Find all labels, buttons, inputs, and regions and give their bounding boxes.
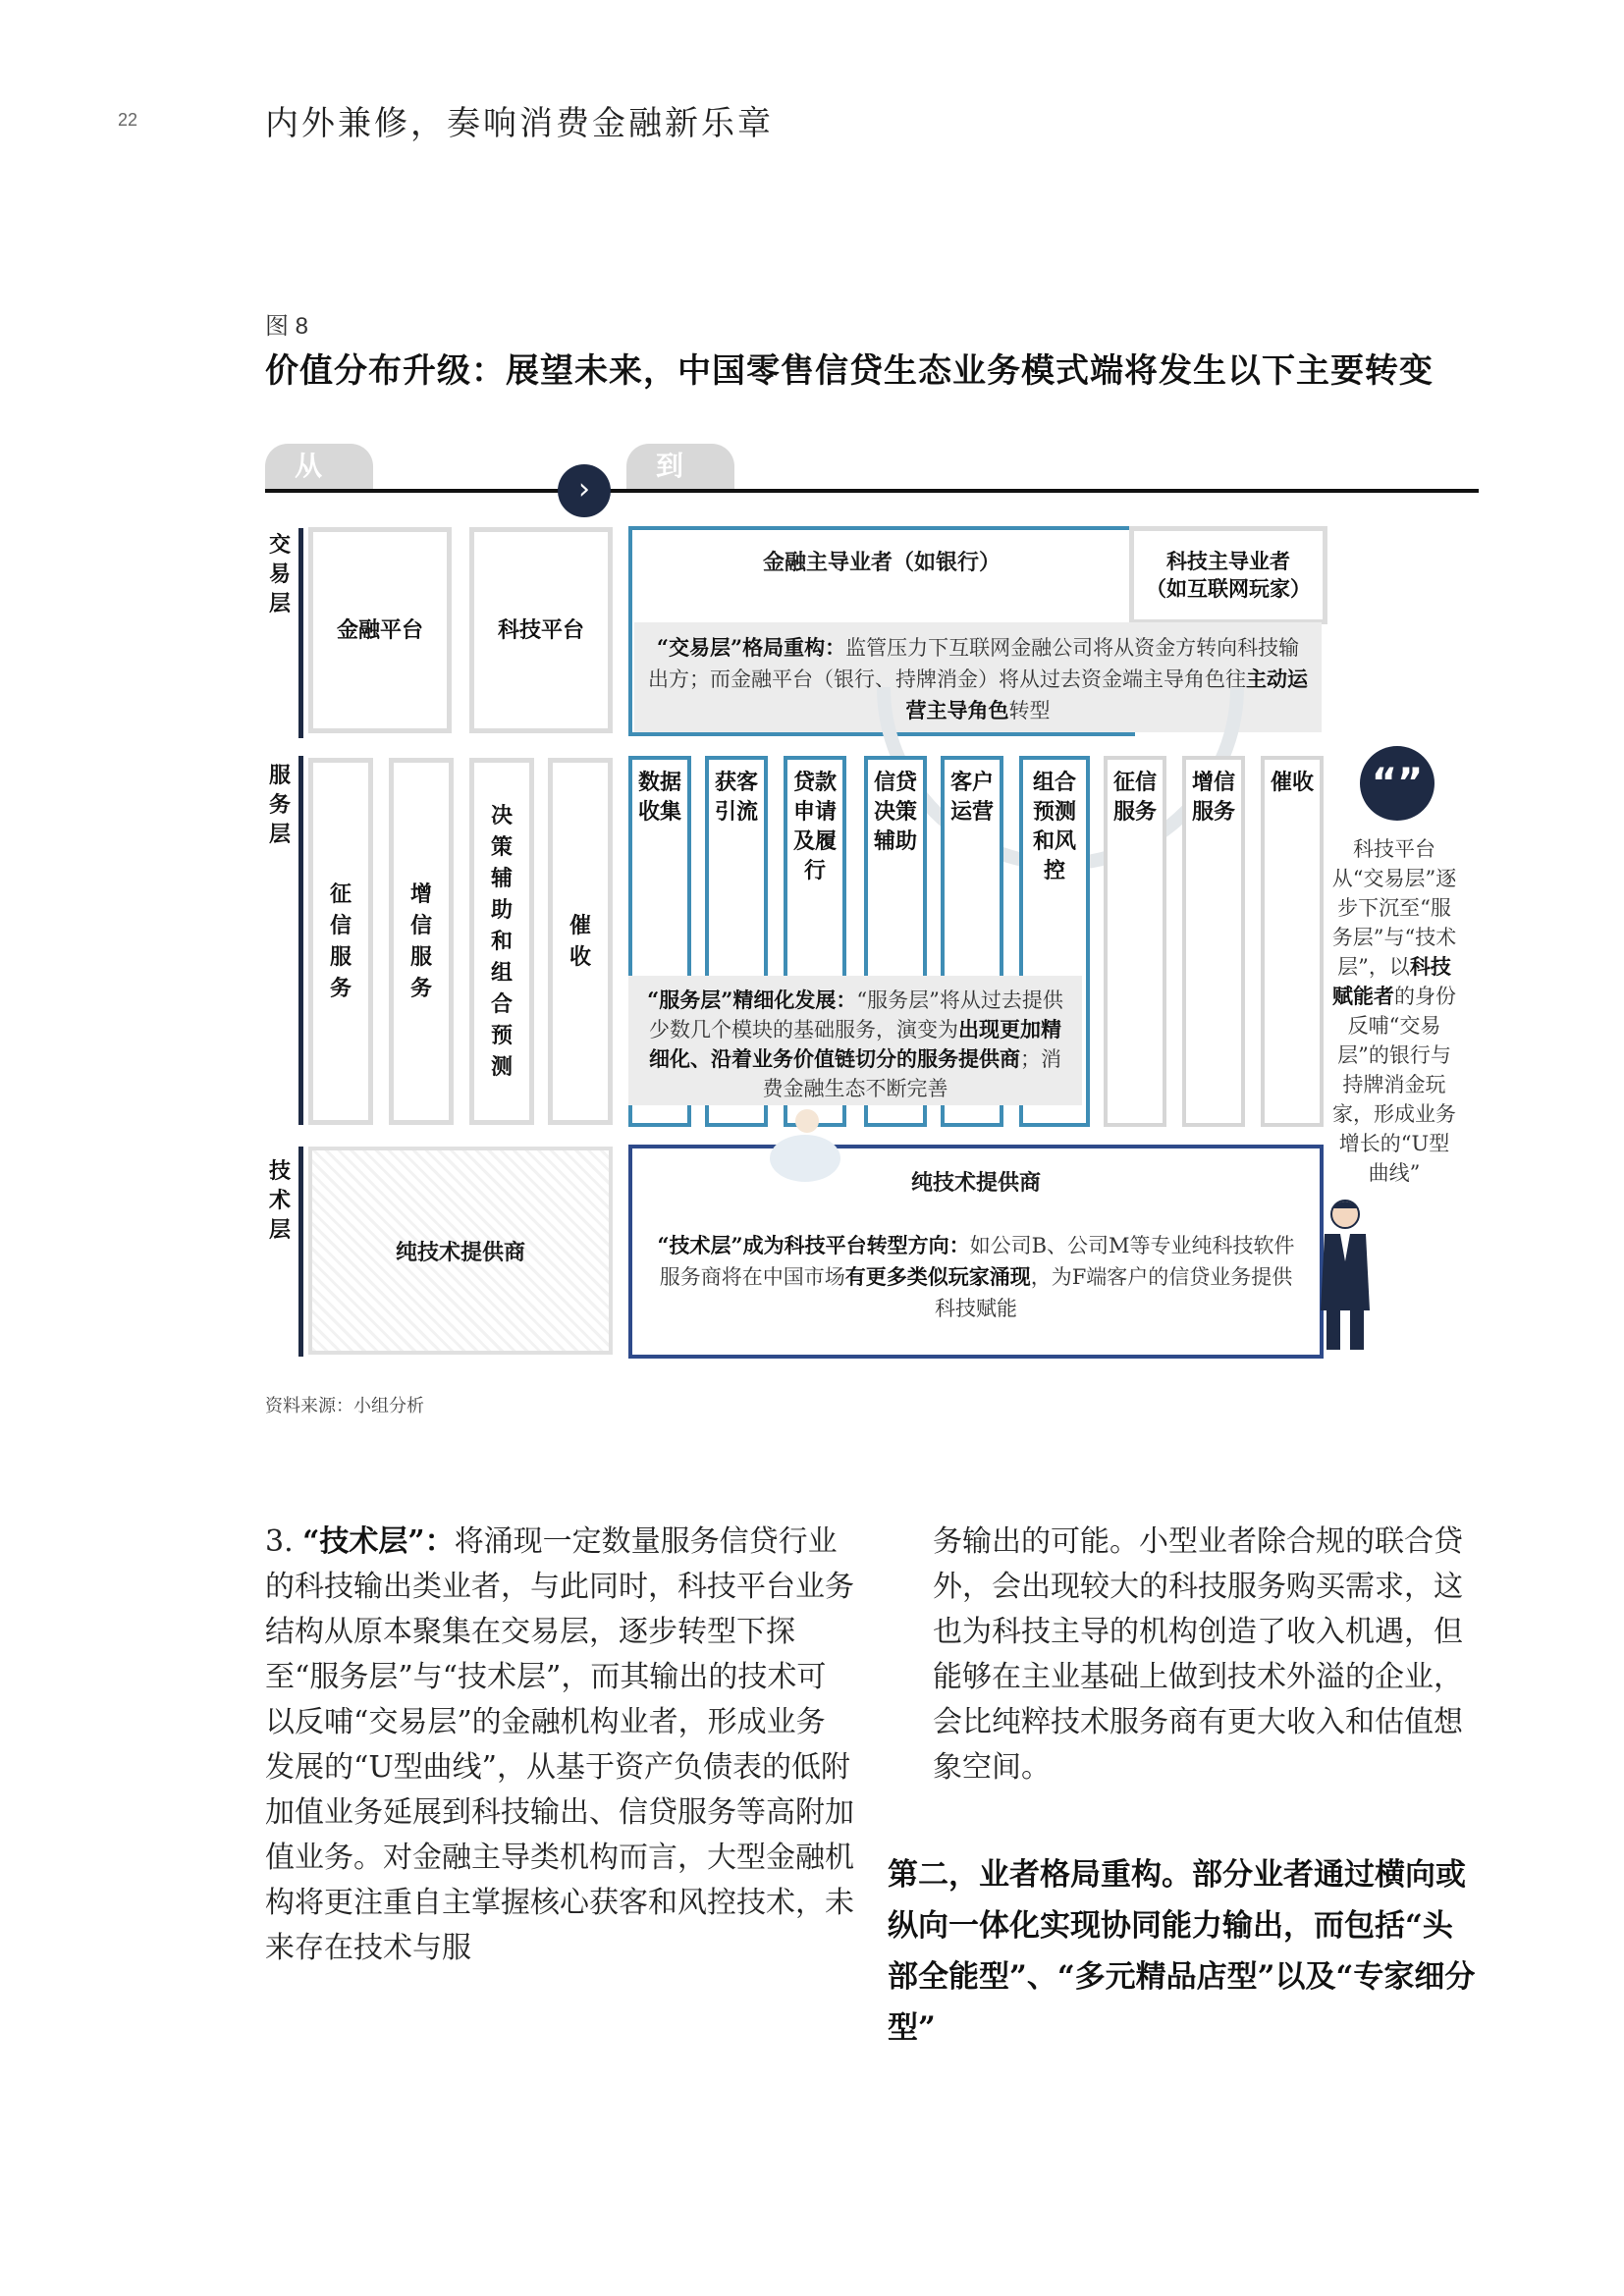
- layer-bar-transaction: [298, 528, 303, 738]
- layer-bar-tech: [298, 1147, 303, 1357]
- figure-source: 资料来源：小组分析: [265, 1396, 424, 1416]
- to-tech-lead-box: [1129, 526, 1327, 624]
- from-tech-platform: 科技平台: [469, 527, 613, 733]
- side-note: 科技平台从“交易层”逐步下沉至“服务层”与“技术层”，以科技赋能者的身份反哺“交易层”的银行与持牌消金玩家，形成业务增长的“U型曲线”: [1331, 837, 1457, 1185]
- to-service-grey-2: 增信服务: [1182, 756, 1245, 1127]
- quote-icon: “”: [1360, 746, 1435, 821]
- layer-bar-service: [298, 756, 303, 1125]
- from-credit-service: 征信服务: [308, 758, 373, 1125]
- to-service-grey-3: 催收: [1261, 756, 1324, 1127]
- tech-note: “技术层”成为科技平台转型方向：如公司B、公司M等专业纯科技软件服务商将在中国市场有更多类似玩家涌现，为F端客户的信贷业务提供科技赋能: [657, 1233, 1295, 1320]
- finance-lead-title: 金融主导业者（如银行）: [762, 550, 1001, 575]
- to-service-col-5: 客户运营: [941, 756, 1003, 1127]
- to-service-col-1: 数据收集: [628, 756, 691, 1127]
- to-tab: 到: [626, 444, 734, 489]
- body-left: 3. “技术层”：将涌现一定数量服务信贷行业的科技输出类业者，与此同时，科技平台业务结构从原本聚集在交易层，逐步转型下探至“服务层”与“技术层”，而其输出的技术可以反哺“交易层”的金融机构业者，形成业务发展的“U型曲线”，从基于资产负债表的低附加值业务延展到科技输出、信贷服务等高附加值业务。对金融主导类机构而言，大型金融机构将更注重自主掌握核心获客和风控技术，未来存在技术与服: [265, 1524, 854, 1965]
- tech-lead-line2: （如互联网玩家）: [1146, 576, 1311, 601]
- from-pure-tech-provider: 纯技术提供商: [308, 1147, 613, 1355]
- person-illustration-icon: [1311, 1193, 1380, 1355]
- faded-figure-icon: [746, 1099, 864, 1217]
- layer-label-service: 服务层: [268, 763, 291, 847]
- to-service-col-2: 获客引流: [705, 756, 768, 1127]
- to-service-col-4: 信贷决策辅助: [864, 756, 927, 1127]
- from-collection: 催收: [548, 758, 613, 1125]
- from-finance-platform: 金融平台: [308, 527, 452, 733]
- to-service-grey-1: 征信服务: [1104, 756, 1166, 1127]
- arrow-right-icon: ›: [558, 464, 611, 517]
- body-right: 务输出的可能。小型业者除合规的联合贷外，会出现较大的科技服务购买需求，这也为科技主导的机构创造了收入机遇，但能够在主业基础上做到技术外溢的企业，会比纯粹技术服务商有更大收入和估值想象空间。: [933, 1524, 1463, 1785]
- running-header: 内外兼修，奏响消费金融新乐章: [265, 104, 774, 143]
- layer-label-transaction: 交易层: [268, 532, 291, 616]
- from-tab: 从: [265, 444, 373, 489]
- to-service-col-6: 组合预测和风控: [1019, 756, 1090, 1127]
- service-note: “服务层”精细化发展：“服务层”将从过去提供少数几个模块的基础服务，演变为出现更加精细化、沿着业务价值链切分的服务提供商；消费金融生态不断完善: [628, 976, 1082, 1105]
- to-service-col-3: 贷款申请及履行: [784, 756, 846, 1127]
- from-decision-support: 决策辅助和组合预测: [469, 758, 534, 1125]
- to-tech-title: 纯技术提供商: [910, 1170, 1041, 1196]
- transaction-note: “交易层”格局重构：监管压力下互联网金融公司将从资金方转向科技输出方；而金融平台（银行、持牌消金）将从过去资金端主导角色往主动运营主导角色转型: [634, 622, 1322, 732]
- to-tech-box: [628, 1145, 1324, 1359]
- figure-title: 价值分布升级：展望未来，中国零售信贷生态业务模式端将发生以下主要转变: [265, 351, 1434, 391]
- tech-lead-line1: 科技主导业者: [1166, 549, 1290, 573]
- figure-label: 图 8: [265, 313, 309, 340]
- body-right-bold: 第二，业者格局重构。部分业者通过横向或纵向一体化实现协同能力输出，而包括“头部全能型”、“多元精品店型”以及“专家细分型”: [888, 1857, 1476, 2046]
- layer-label-tech: 技术层: [268, 1158, 291, 1243]
- page-number: 22: [118, 110, 138, 130]
- from-credit-enhance: 增信服务: [389, 758, 454, 1125]
- figure-rule: [265, 489, 1479, 493]
